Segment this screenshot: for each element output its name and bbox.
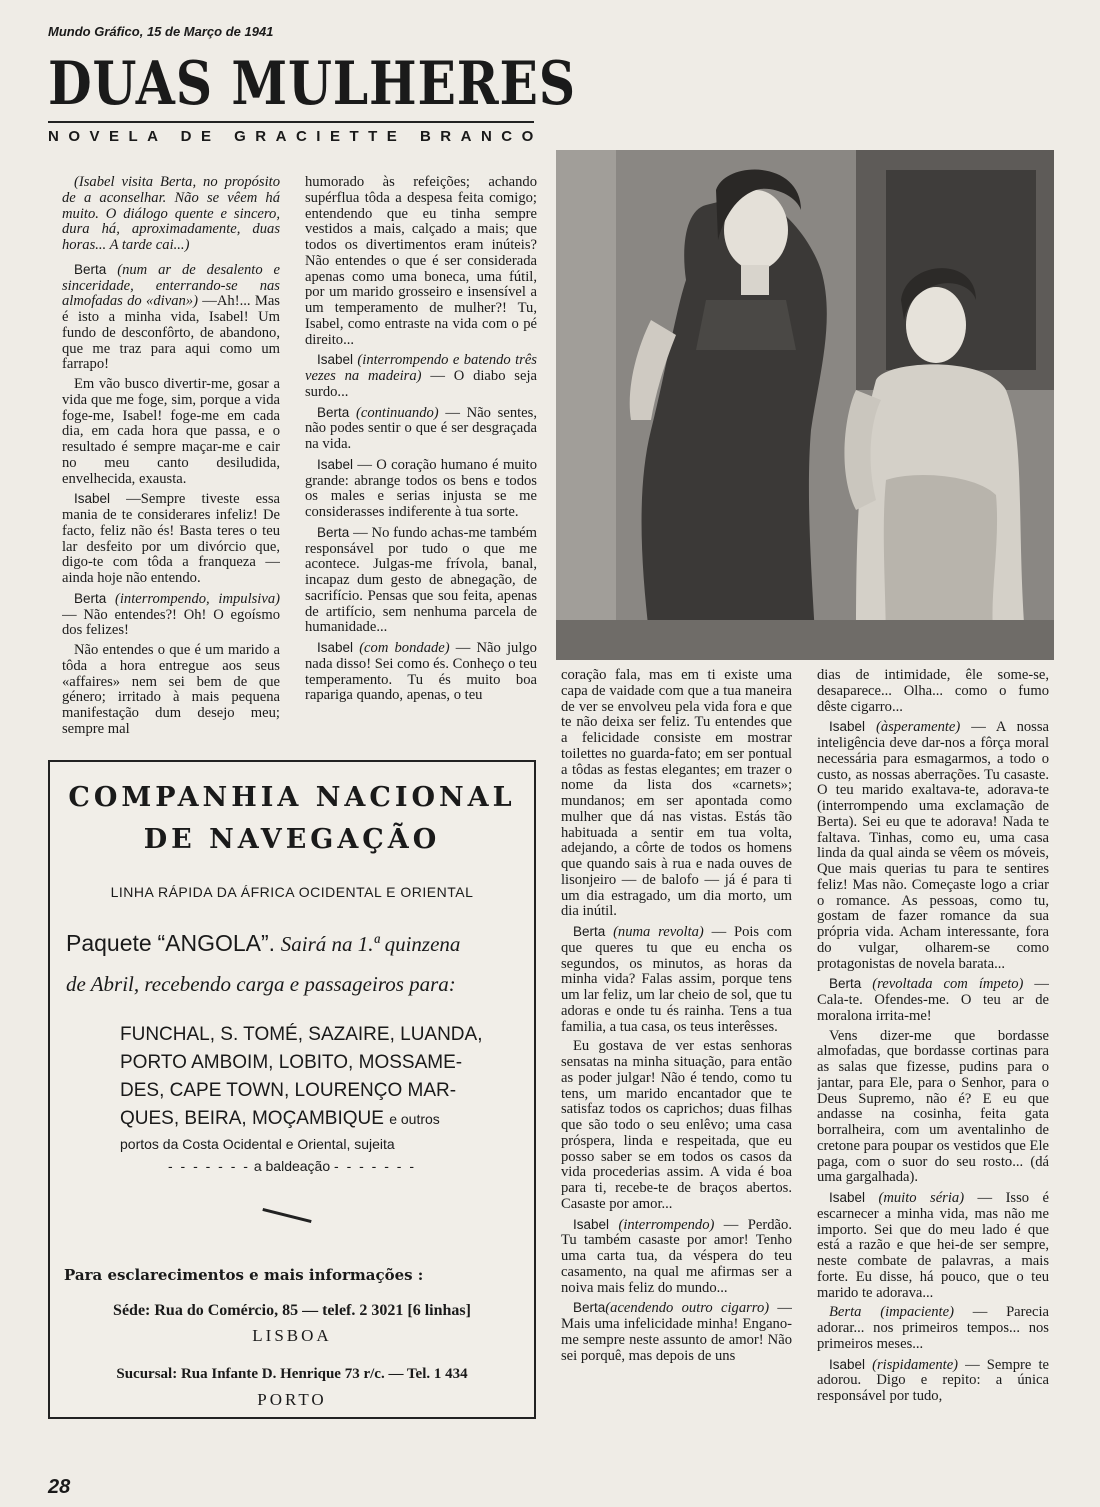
dotted-rule: - - - - - - - [167, 1158, 250, 1174]
dialogue: — Cala-te. Ofendes-me. O teu ar de moralona irrita-me! [817, 976, 1049, 1024]
dialogue: Vens dizer-me que bordasse almofadas, que bordasse cortinas para as salas que fizesse, pudins para o jantar, para Ele, para o Senhor, para o Deus Supremo, não é? E eu que andasse na cosinha, feita gata borralheira, com um aventalinho de cretone para poupar os vestidos que Ele paga, com o suor do seu rosto... (dá uma gargalhada). [817, 1027, 1049, 1186]
dialogue: humorado às refeições; achando supérflua tôda a despesa feita comigo; entendendo que eu tinha sempre vestidos a mais, calçado a mais; que todos os divertimentos eram inúteis? Não entendes o que é ser considerada apenas como uma boneca, uma fútil, por um marido grosseiro e insensível a um temperamento de mulher?! Tu, Isabel, como entraste na vida com o pé direito... [305, 175, 537, 348]
dialogue: — No fundo achas-me também responsável por tudo o que me acontece. Julgas-me frívola, banal, incapaz dum gesto de abnegação, de sacrifício. Pensas que sou feita, apenas de artifício, sem nenhuma parcela de humanidade... [305, 524, 537, 636]
dialogue: Não entendes o que é um marido a tôda a hora entregue aos seus «affaires» nem sei bem de que género; irritado à mais pequena manifestação dum desejo meu; sempre mal [62, 642, 280, 737]
direction: (revoltada com ímpeto) [872, 976, 1024, 993]
page-number: 28 [48, 1476, 71, 1498]
shipping-advertisement [48, 760, 536, 1419]
dialogue: — Não entendes?! Oh! O egoísmo dos felizes! [62, 606, 280, 639]
ad-destination-6 [50, 1158, 534, 1174]
dialogue: coração fala, mas em ti existe uma capa de vaidade com que a tua maneira de ver se envolveu pela vida fora e que te não deixa ser feliz. Tu entendes que a felicidade consiste em mostrar toilettes no guarda-fato; em ser pontual a tôdas as festas elegantes; em trazer o nome da lista dos «carnets»; mundanos; em ser apontada como mulher que dá nas vistas. Estás tão habituada a sentir em tua volta, adejando, a côrte de todos os homens que quando sais à rua e nada ouves de lisonjeiro — de balofo — já é para ti um dia estragado, um dia morto, um dia inútil. [561, 668, 792, 920]
speaker: Berta [573, 924, 606, 939]
direction: (com bondade) [359, 640, 450, 656]
dialogue: Eu gostava de ver estas senhoras sensatas na minha situação, para então as poder julgar! Não é tendo, como tu tens, um marido encantador que te satisfaz todos os caprichos; duas filhas que são todo o seu enlêvo; uma casa próspera, linda e respeitada, que eu posso saber se em todos os casos da vida procederias assim. A vida é boa para ti, recebe-te de braços abertos. Casaste por amor... [561, 1038, 792, 1212]
dialogue: —Ah!... Mas é isto a minha vida, Isabel! Um fundo de desconfôrto, de abandono, que me traz para aqui como um farrapo! [62, 293, 280, 373]
ad-info-label: Para esclarecimentos e mais informações : [64, 1266, 424, 1284]
dialogue: — Não julgo nada disso! Sei como és. Conheço o teu temperamento. Tu és muito boa rapariga quando, apenas, o teu [305, 640, 537, 704]
title-divider [48, 121, 534, 123]
article-column-4 [817, 668, 1049, 1438]
dialogue: — Parecia adorar... nos primeiros tempos... nos primeiros meses... [817, 1304, 1049, 1352]
dialogue: — Sempre te adorou. Digo e repito: a única responsável por tudo, [817, 1356, 1049, 1404]
ad-destination-3: DES, CAPE TOWN, LOURENÇO MAR- [120, 1080, 457, 1101]
issue-header: Mundo Gráfico, 15 de Março de 1941 [48, 24, 274, 39]
ad-ship-name: “ANGOLA”. [157, 930, 276, 956]
article-subtitle: NOVELA DE GRACIETTE BRANCO [48, 128, 543, 145]
dialogue: — Não sentes, não podes sentir o que é ser desgraçada na vida. [305, 404, 537, 452]
speaker: Berta [74, 590, 107, 606]
ad-city-lisboa: LISBOA [252, 1326, 332, 1345]
direction: (impaciente) [880, 1304, 954, 1321]
ad-ship-script-2: de Abril, recebendo carga e passageiros para: [66, 972, 456, 996]
speaker: Isabel [829, 1190, 866, 1205]
direction: (numa revolta) [613, 924, 704, 940]
dialogue: dias de intimidade, êle some-se, desaparece... Olha... como o fumo dêste cigarro... [817, 668, 1049, 715]
speaker: Isabel [829, 719, 866, 735]
ad-city-porto: PORTO [257, 1390, 327, 1409]
ad-route: LINHA RÁPIDA DA ÁFRICA OCIDENTAL E ORIENTAL [110, 884, 474, 900]
speaker: Isabel [829, 1356, 866, 1372]
article-title: DUAS MULHERES [48, 49, 576, 119]
dotted-rule: - - - - - - - [334, 1158, 417, 1174]
direction: (interrompendo) [618, 1216, 715, 1233]
ad-sede: Séde: Rua do Comércio, 85 — telef. 2 3021 [6 linhas] [113, 1302, 471, 1319]
ad-destination-4 [120, 1108, 520, 1130]
ad-title-line-2: DE NAVEGAÇÃO [143, 824, 441, 855]
direction: (continuando) [355, 404, 439, 421]
illustration-drawing [556, 150, 1054, 660]
speaker: Isabel [317, 352, 354, 368]
direction: (muito séria) [878, 1190, 965, 1206]
dialogue: Em vão busco divertir-me, gosar a vida que me foge, sim, porque a vida foge-me, Isabel! foge-me em cada dia, em cada hora que passa, e o resultado é sempre maçar-me e cair no meu canto desiludida, envelhecida, exausta. [62, 376, 280, 487]
ad-destination-4-main: QUES, BEIRA, MOÇAMBIQUE [120, 1108, 384, 1129]
dialogue: — O coração humano é muito grande: abrange todos os bens e todos os males e serias injusta se me considerasses indiferente à tua sorte. [305, 456, 537, 520]
speaker: Berta [573, 1300, 606, 1316]
speaker: Berta [829, 976, 862, 992]
speaker: Berta [317, 404, 350, 420]
ad-destination-1: FUNCHAL, S. TOMÉ, SAZAIRE, LUANDA, [120, 1024, 483, 1045]
dialogue: — Perdão. Tu também casaste por amor! Tenho uma carta tua, da véspera do teu casamento, na qual me afirmas ser a noiva mais feliz do mundo... [561, 1216, 792, 1296]
dialogue: — Isso é escarnecer a minha vida, mas não me importo. Sei que do meu lado é que está a razão e que hei-de ser sempre, neste combate de palavras, a mais forte. Eu disse, há pouco, que o teu marido te adorava... [817, 1190, 1049, 1301]
direction: (rispidamente) [872, 1356, 959, 1373]
article-column-1 [62, 175, 280, 750]
ad-destination-2: PORTO AMBOIM, LOBITO, MOSSAME- [120, 1052, 463, 1073]
stage-direction: (Isabel visita Berta, no propósito de a aconselhar. Não se vêem há muito. O diálogo quente e sincero, dura há, aproximadamente, duas horas... A tarde cai...) [62, 175, 280, 253]
illustration-two-women [556, 150, 1054, 660]
dialogue: —Sempre tiveste essa mania de te considerares infeliz! De facto, feliz não és! Basta teres o teu lar desfeito por um divórcio que, digo-te com tôda a franqueza — ainda hoje não entendo. [62, 491, 280, 586]
ad-ship-prefix: Paquete [66, 930, 152, 956]
speaker: Isabel [317, 456, 354, 472]
direction: (àsperamente) [875, 719, 961, 736]
decorative-dash [262, 1208, 311, 1223]
ad-baldeacao: a baldeação [253, 1158, 331, 1174]
ad-ship-line [66, 930, 526, 957]
ad-title-line-1: COMPANHIA NACIONAL [68, 782, 516, 813]
speaker: Isabel [317, 640, 354, 655]
article-column-3 [561, 668, 792, 1438]
direction: (num ar de desalento e sinceridade, enterrando-se nas almofadas do «divan») [62, 261, 280, 310]
direction: (acendendo outro cigarro) [605, 1300, 770, 1317]
speaker: Berta [829, 1304, 862, 1321]
ad-ship-script-1: Sairá na 1.ª quinzena [280, 932, 461, 956]
ad-sucursal: Sucursal: Rua Infante D. Henrique 73 r/c. — Tel. 1 434 [116, 1366, 468, 1382]
dialogue: — Mais uma infelicidade minha! Engano-me sempre neste assunto de amor! Não sei porquê, mas depois de uns [561, 1300, 792, 1364]
dialogue: — O diabo seja surdo... [305, 368, 537, 400]
article-column-2 [305, 175, 537, 750]
dialogue: — A nossa inteligência deve dar-nos a fôrça moral necessária para esmagarmos, a todo o custo, as nossas aberrações. Tu casaste. O teu marido exaltava-te, adorava-te (interrompendo uma exclamação de Berta). Sei eu que te adorava! Nada te faltava. Tinhas, como eu, uma casa linda da qual ainda se vêem os móveis, Que mais querias tu para te sentires feliz! Mas não. Começaste logo a criar o romance. As pessoas, como tu, gostam de fazer romance da sua própria vida. Acham interessante, fora do vulgar, olharem-se como protagonistas de novela barata... [817, 719, 1049, 972]
dialogue: — Pois com que queres tu que eu encha os segundos, os minutos, as horas da minha vida? Falas assim, porque tens um lar feliz, um lar cheio de sol, que tu adoras e onde tu és rainha. Tens a tua familia, a tua casa, os teus interêsses. [561, 924, 792, 1035]
ad-destination-5: portos da Costa Ocidental e Oriental, sujeita [120, 1136, 395, 1152]
speaker: Isabel [573, 1216, 610, 1232]
speaker: Isabel [74, 491, 111, 507]
speaker: Berta [74, 261, 107, 277]
ad-destination-4-tail: e outros [389, 1111, 440, 1127]
direction: (interrompendo e batendo três vezes na madeira) [305, 352, 537, 384]
speaker: Berta [317, 524, 350, 540]
direction: (interrompendo, impulsiva) [114, 590, 280, 607]
